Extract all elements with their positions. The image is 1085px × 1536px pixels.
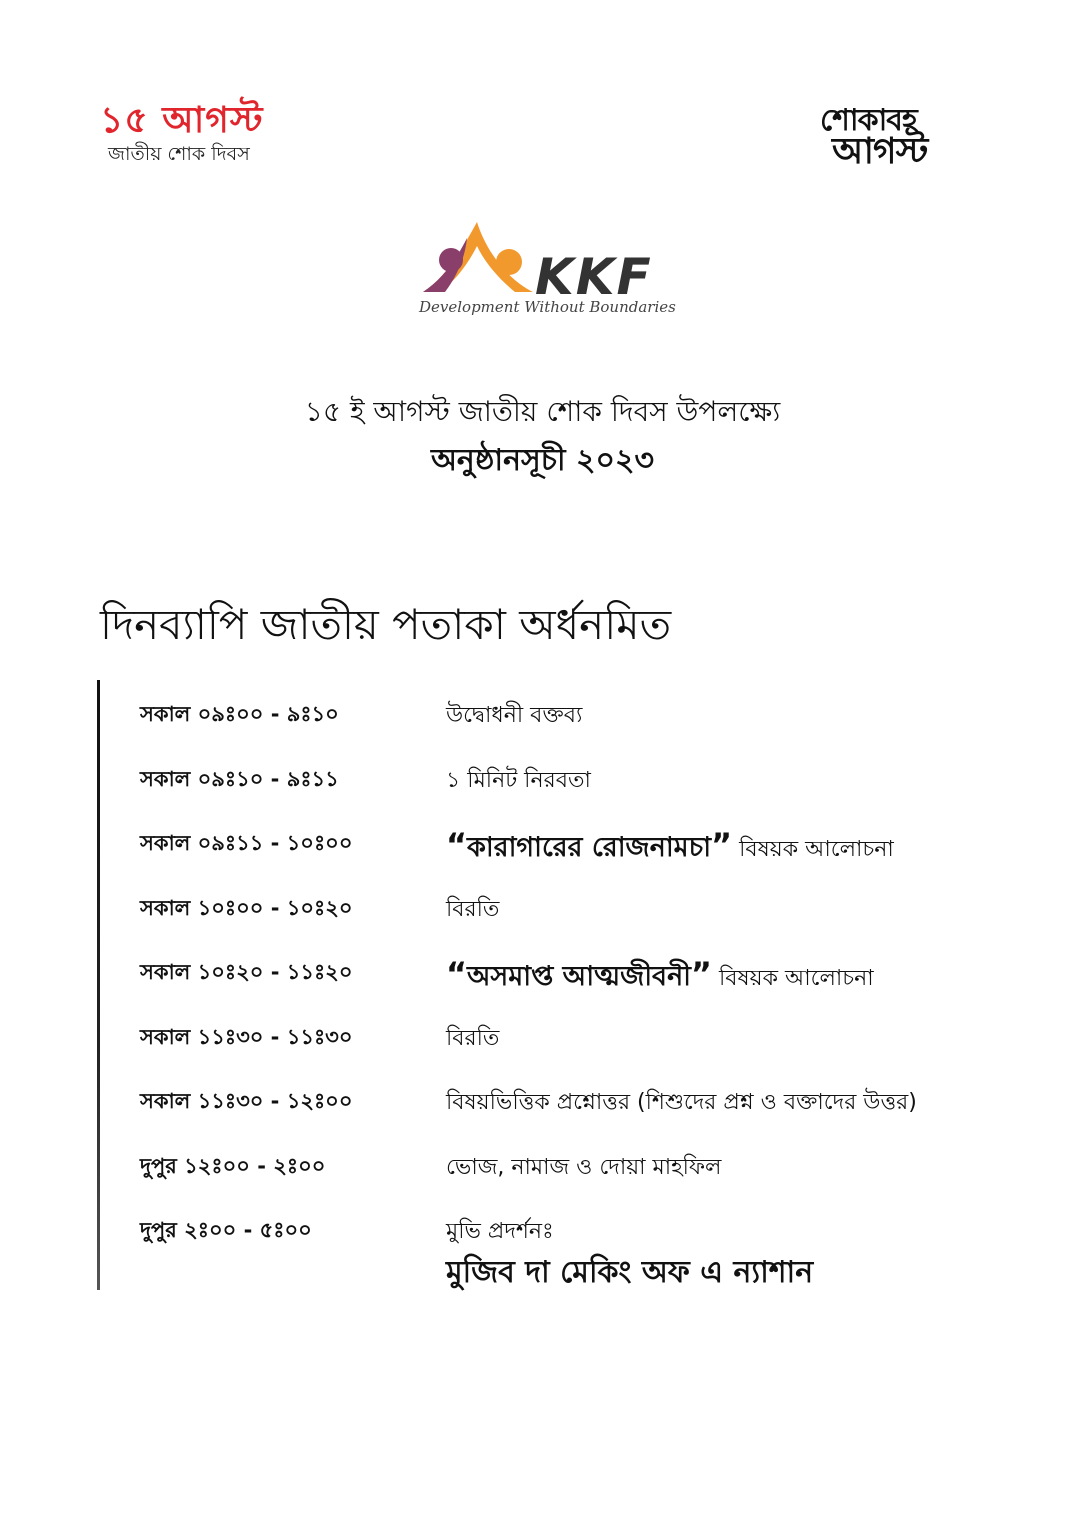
schedule-time: সকাল ০৯ঃ০০ - ৯ঃ১০ — [140, 702, 339, 726]
schedule-event: ভোজ, নামাজ ও দোয়া মাহফিল — [446, 1154, 722, 1180]
schedule-event: বিষয়ক আলোচনা — [732, 837, 894, 862]
book-title: অসমাপ্ত আত্মজীবনী — [467, 961, 691, 992]
schedule-time: সকাল ১১ঃ৩০ - ১২ঃ০০ — [140, 1089, 353, 1113]
schedule-row — [140, 1081, 1040, 1146]
header-title: অনুষ্ঠানসূচী ২০২৩ — [430, 443, 655, 478]
close-quote: ” — [690, 955, 712, 993]
open-quote: “ — [446, 955, 468, 993]
schedule-event: বিরতি — [446, 1025, 500, 1051]
open-quote: “ — [446, 826, 468, 864]
schedule-row — [140, 888, 1040, 953]
schedule-list — [140, 694, 1040, 1290]
schedule-row — [140, 823, 1040, 888]
schedule-event: বিষয়ক আলোচনা — [711, 966, 874, 991]
schedule-time: সকাল ০৯ঃ১০ - ৯ঃ১১ — [140, 766, 339, 791]
logo-15-august — [100, 100, 300, 166]
schedule-row — [140, 1017, 1040, 1082]
kkf-emblem-icon — [415, 218, 540, 298]
schedule-row — [140, 1146, 1040, 1211]
logo-left-title: ১৫ আগস্ট — [100, 100, 264, 141]
kkf-name: KKF — [535, 248, 653, 306]
schedule-time: সকাল ০৯ঃ১১ - ১০ঃ০০ — [140, 831, 353, 855]
schedule-time: সকাল ১১ঃ৩০ - ১১ঃ৩০ — [140, 1024, 353, 1049]
schedule-row — [140, 952, 1040, 1017]
schedule-time: দুপুর ২ঃ০০ - ৫ঃ০০ — [140, 1218, 312, 1242]
schedule-event: ১ মিনিট নিরবতা — [446, 767, 591, 793]
book-title: কারাগারের রোজনামচা — [467, 832, 712, 863]
kkf-logo — [415, 218, 680, 328]
flag-announcement: দিনব্যাপি জাতীয় পতাকা অর্ধনমিত — [100, 600, 672, 649]
header-occasion: ১৫ ই আগস্ট জাতীয় শোক দিবস উপলক্ষ্যে — [304, 395, 781, 428]
schedule-time: সকাল ১০ঃ২০ - ১১ঃ২০ — [140, 960, 353, 984]
schedule-event: উদ্বোধনী বক্তব্য — [446, 703, 583, 728]
logo-right-line1: শোকাবহ — [820, 103, 917, 138]
close-quote: ” — [711, 826, 733, 864]
logo-shokaboho-august — [820, 96, 995, 171]
schedule-time: দুপুর ১২ঃ০০ - ২ঃ০০ — [140, 1153, 326, 1178]
schedule-event-wrapper — [446, 827, 894, 872]
vertical-divider — [97, 680, 100, 1290]
schedule-event: বিরতি — [446, 896, 500, 922]
schedule-event-wrapper — [446, 956, 874, 1001]
schedule-row — [140, 759, 1040, 824]
logo-left-subtitle: জাতীয় শোক দিবস — [108, 143, 250, 165]
logo-right-line2: আগস্ট — [832, 130, 928, 172]
schedule-time: সকাল ১০ঃ০০ - ১০ঃ২০ — [140, 895, 353, 920]
movie-title: মুজিব দা মেকিং অফ এ ন্যাশান — [446, 1255, 814, 1290]
schedule-event: মুভি প্রদর্শনঃ — [446, 1219, 554, 1244]
schedule-event: বিষয়ভিত্তিক প্রশ্নোত্তর (শিশুদের প্রশ্ন ও বক্তাদের উত্তর) — [446, 1090, 917, 1115]
schedule-row — [140, 694, 1040, 759]
schedule-row — [140, 1210, 1040, 1290]
kkf-tagline: Development Without Boundaries — [419, 298, 676, 316]
